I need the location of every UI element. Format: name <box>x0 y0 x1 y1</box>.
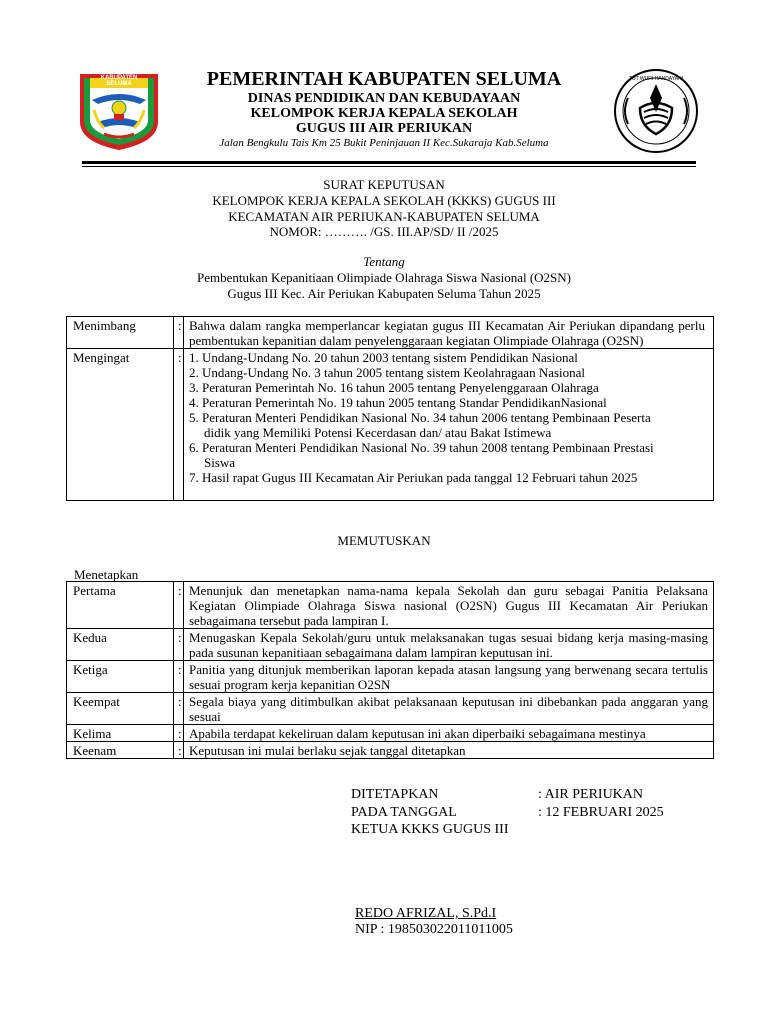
office-name: DINAS PENDIDIKAN DAN KEBUDAYAAN <box>247 91 521 106</box>
row-label: Kedua <box>67 629 174 661</box>
table-row <box>67 661 714 693</box>
row-text: Segala biaya yang ditimbulkan akibat pelaksanaan keputusan ini dibebankan pada anggaran yang sesuai <box>184 693 714 725</box>
table-row <box>67 742 714 759</box>
letterhead-rule-thick <box>82 161 696 164</box>
government-title: PEMERINTAH KABUPATEN SELUMA <box>206 68 562 90</box>
considerations-table <box>66 316 714 501</box>
row-label: Pertama <box>67 582 174 629</box>
row-colon: : <box>174 317 184 349</box>
row-colon: : <box>174 582 184 629</box>
row-label: Menimbang <box>67 317 174 349</box>
row-text: Apabila terdapat kekeliruan dalam keputusan ini akan diperbaiki sebagaimana mestinya <box>184 725 714 742</box>
row-colon: : <box>174 742 184 759</box>
office-address: Jalan Bengkulu Tais Km 25 Bukit Peninjauan II Kec.Sukaraja Kab.Seluma <box>219 137 549 149</box>
row-text: Menunjuk dan menetapkan nama-nama kepala Sekolah dan guru sebagai Panitia Pelaksana Kegiatan Olimpiade Olahraga Siswa nasional (O2SN) Gugus III Kecamatan Air Periukan sebagaimana tersebut pada lampiran I. <box>184 582 714 629</box>
date-label: PADA TANGGAL <box>351 805 457 820</box>
list-item: 5. Peraturan Menteri Pendidikan Nasional No. 34 tahun 2006 tentang Pembinaan Peserta didik yang Memiliki Potensi Kecerdasan dan/ atau Bakat Istimewa <box>189 410 651 440</box>
row-text: Menugaskan Kepala Sekolah/guru untuk melaksanakan tugas sesuai bidang kerja masing-masing pada susunan kepanitiaan sebagaimana dalam lampiran keputusan ini. <box>184 629 714 661</box>
row-label: Keempat <box>67 693 174 725</box>
row-label: Mengingat <box>67 349 174 501</box>
list-item: 7. Hasil rapat Gugus III Kecamatan Air Periukan pada tanggal 12 Februari tahun 2025 <box>189 470 638 485</box>
signer-name: REDO AFRIZAL, S.Pd.I <box>355 906 497 921</box>
cluster-name: GUGUS III AIR PERIUKAN <box>295 121 473 136</box>
table-row <box>67 582 714 629</box>
row-label: Ketiga <box>67 661 174 693</box>
table-row <box>67 693 714 725</box>
establish-label: Menetapkan <box>74 567 139 582</box>
about-line-1: Pembentukan Kepanitiaan Olimpiade Olahraga Siswa Nasional (O2SN) <box>196 270 572 285</box>
signer-position: KETUA KKKS GUGUS III <box>351 822 509 837</box>
row-colon: : <box>174 629 184 661</box>
set-at-label: DITETAPKAN <box>351 787 439 802</box>
date-value: : 12 FEBRUARI 2025 <box>538 805 664 820</box>
working-group-name: KELOMPOK KERJA KEPALA SEKOLAH <box>250 106 518 121</box>
document-type: SURAT KEPUTUSAN <box>323 177 445 192</box>
left-logo-caption: KABUPATEN SELUMA <box>100 75 138 87</box>
letterhead-rule-thin <box>82 166 696 167</box>
decision-heading: MEMUTUSKAN <box>337 533 431 548</box>
row-colon: : <box>174 349 184 501</box>
row-text: Keputusan ini mulai berlaku sejak tanggal ditetapkan <box>184 742 714 759</box>
row-label: Kelima <box>67 725 174 742</box>
list-item: 6. Peraturan Menteri Pendidikan Nasional No. 39 tahun 2008 tentang Pembinaan Prestasi Siswa <box>189 440 654 470</box>
row-text: Panitia yang ditunjuk memberikan laporan kepada atasan langsung yang berwenang secara tertulis sesuai program kerja kepanitian O2SN <box>184 661 714 693</box>
right-logo-caption: TUT WURI HANDAYANI <box>628 76 684 82</box>
list-item: 3. Peraturan Pemerintah No. 16 tahun 2005 tentang Penyelenggaraan Olahraga <box>189 380 599 395</box>
row-colon: : <box>174 693 184 725</box>
set-at-value: : AIR PERIUKAN <box>538 787 644 802</box>
row-colon: : <box>174 661 184 693</box>
table-row <box>67 725 714 742</box>
about-label: Tentang <box>363 254 405 269</box>
issuer-line-1: KELOMPOK KERJA KEPALA SEKOLAH (KKKS) GUGUS III <box>212 193 556 208</box>
list-item: 2. Undang-Undang No. 3 tahun 2005 tentang sistem Keolahragaan Nasional <box>189 365 586 380</box>
table-row <box>67 629 714 661</box>
document-number: NOMOR: ………. /GS. III.AP/SD/ II /2025 <box>269 224 499 239</box>
row-colon: : <box>174 725 184 742</box>
issuer-line-2: KECAMATAN AIR PERIUKAN-KABUPATEN SELUMA <box>228 209 540 224</box>
table-row <box>67 317 714 349</box>
signer-nip: NIP : 198503022011011005 <box>355 922 513 937</box>
table-row <box>67 349 714 501</box>
list-item: 1. Undang-Undang No. 20 tahun 2003 tentang sistem Pendidikan Nasional <box>189 350 578 365</box>
about-line-2: Gugus III Kec. Air Periukan Kabupaten Seluma Tahun 2025 <box>227 286 541 301</box>
row-label: Keenam <box>67 742 174 759</box>
decision-table <box>66 581 714 759</box>
legal-basis-list <box>184 349 714 501</box>
list-item: 4. Peraturan Pemerintah No. 19 tahun 2005 tentang Standar PendidikanNasional <box>189 395 607 410</box>
row-text: Bahwa dalam rangka memperlancar kegiatan gugus III Kecamatan Air Periukan dipandang perlu pembentukan kepanitian dalam penyelenggaraan kegiatan Olimpiade Olahraga (O2SN) <box>184 317 714 349</box>
